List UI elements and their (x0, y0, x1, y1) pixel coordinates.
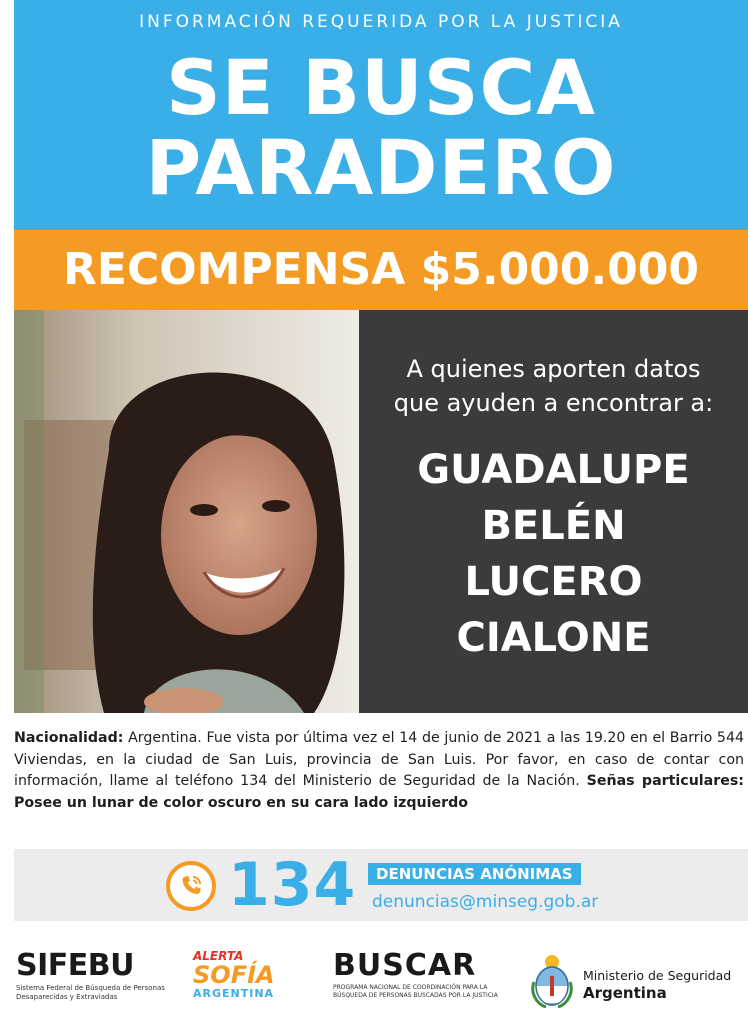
buscar-name: BUSCAR (333, 948, 477, 983)
ministerio-line1: Ministerio de Seguridad (583, 968, 732, 983)
portrait-photo-icon (14, 310, 359, 713)
header-banner (14, 0, 748, 230)
name-line: GUADALUPE (417, 447, 690, 493)
header-title-line1: SE BUSCA (165, 43, 597, 132)
anonymous-reports-label: DENUNCIAS ANÓNIMAS (368, 863, 581, 885)
panel-intro (359, 352, 748, 420)
name-line: LUCERO (464, 559, 643, 605)
sifebu-subtitle: Sistema Federal de Búsqueda de Personas Desaparecidas y Extraviadas (16, 984, 165, 1001)
panel-intro-line2: que ayuden a encontrar a: (393, 389, 714, 417)
nationality-text: Argentina. Fue vista por última vez el 14 de junio de 2021 a las 19.20 en el Barrio 544 Viviendas, en la ciudad de San Luis, provincia de San Luis. Por favor, en caso de contar con información, llame al teléfono 134 del Ministerio de Seguridad de la Nación. (14, 730, 744, 789)
name-panel (359, 310, 748, 713)
alerta-line3: ARGENTINA (193, 987, 275, 1000)
buscar-subtitle: PROGRAMA NACIONAL DE COORDINACIÓN PARA LA BÚSQUEDA DE PERSONAS BUSCADAS POR LA JUSTICIA (333, 984, 498, 999)
phone-number: 134 (228, 850, 357, 920)
alerta-sofia-logo (193, 950, 293, 1000)
reports-email[interactable]: denuncias@minseg.gob.ar (372, 892, 599, 912)
info-paragraph (14, 728, 744, 814)
name-line: BELÉN (481, 503, 626, 549)
signs-text: Posee un lunar de color oscuro en su cara lado izquierdo (14, 794, 468, 811)
buscar-logo (333, 950, 503, 999)
ministerio-line2: Argentina (583, 984, 667, 1002)
sifebu-logo (16, 950, 166, 1001)
reward-text: RECOMPENSA $5.000.000 (63, 244, 699, 295)
reward-banner (14, 230, 748, 310)
signs-label: Señas particulares: (586, 773, 744, 789)
nationality-label: Nacionalidad: (14, 730, 124, 746)
header-title (14, 43, 748, 212)
phone-icon (179, 874, 203, 898)
argentina-coat-of-arms-icon (530, 952, 574, 1008)
name-line: CIALONE (456, 615, 651, 661)
header-kicker: INFORMACIÓN REQUERIDA POR LA JUSTICIA (139, 12, 623, 32)
contact-bar (14, 849, 748, 921)
alerta-line2: SOFÍA (193, 961, 275, 989)
phone-badge (166, 861, 216, 911)
sifebu-name: SIFEBU (16, 948, 134, 983)
header-title-line2: PARADERO (145, 123, 617, 212)
alerta-line1: ALERTA (193, 949, 244, 963)
panel-intro-line1: A quienes aporten datos (406, 355, 701, 383)
ministerio-logo (583, 968, 748, 1002)
missing-person-name (359, 442, 748, 666)
portrait-photo (14, 310, 359, 713)
